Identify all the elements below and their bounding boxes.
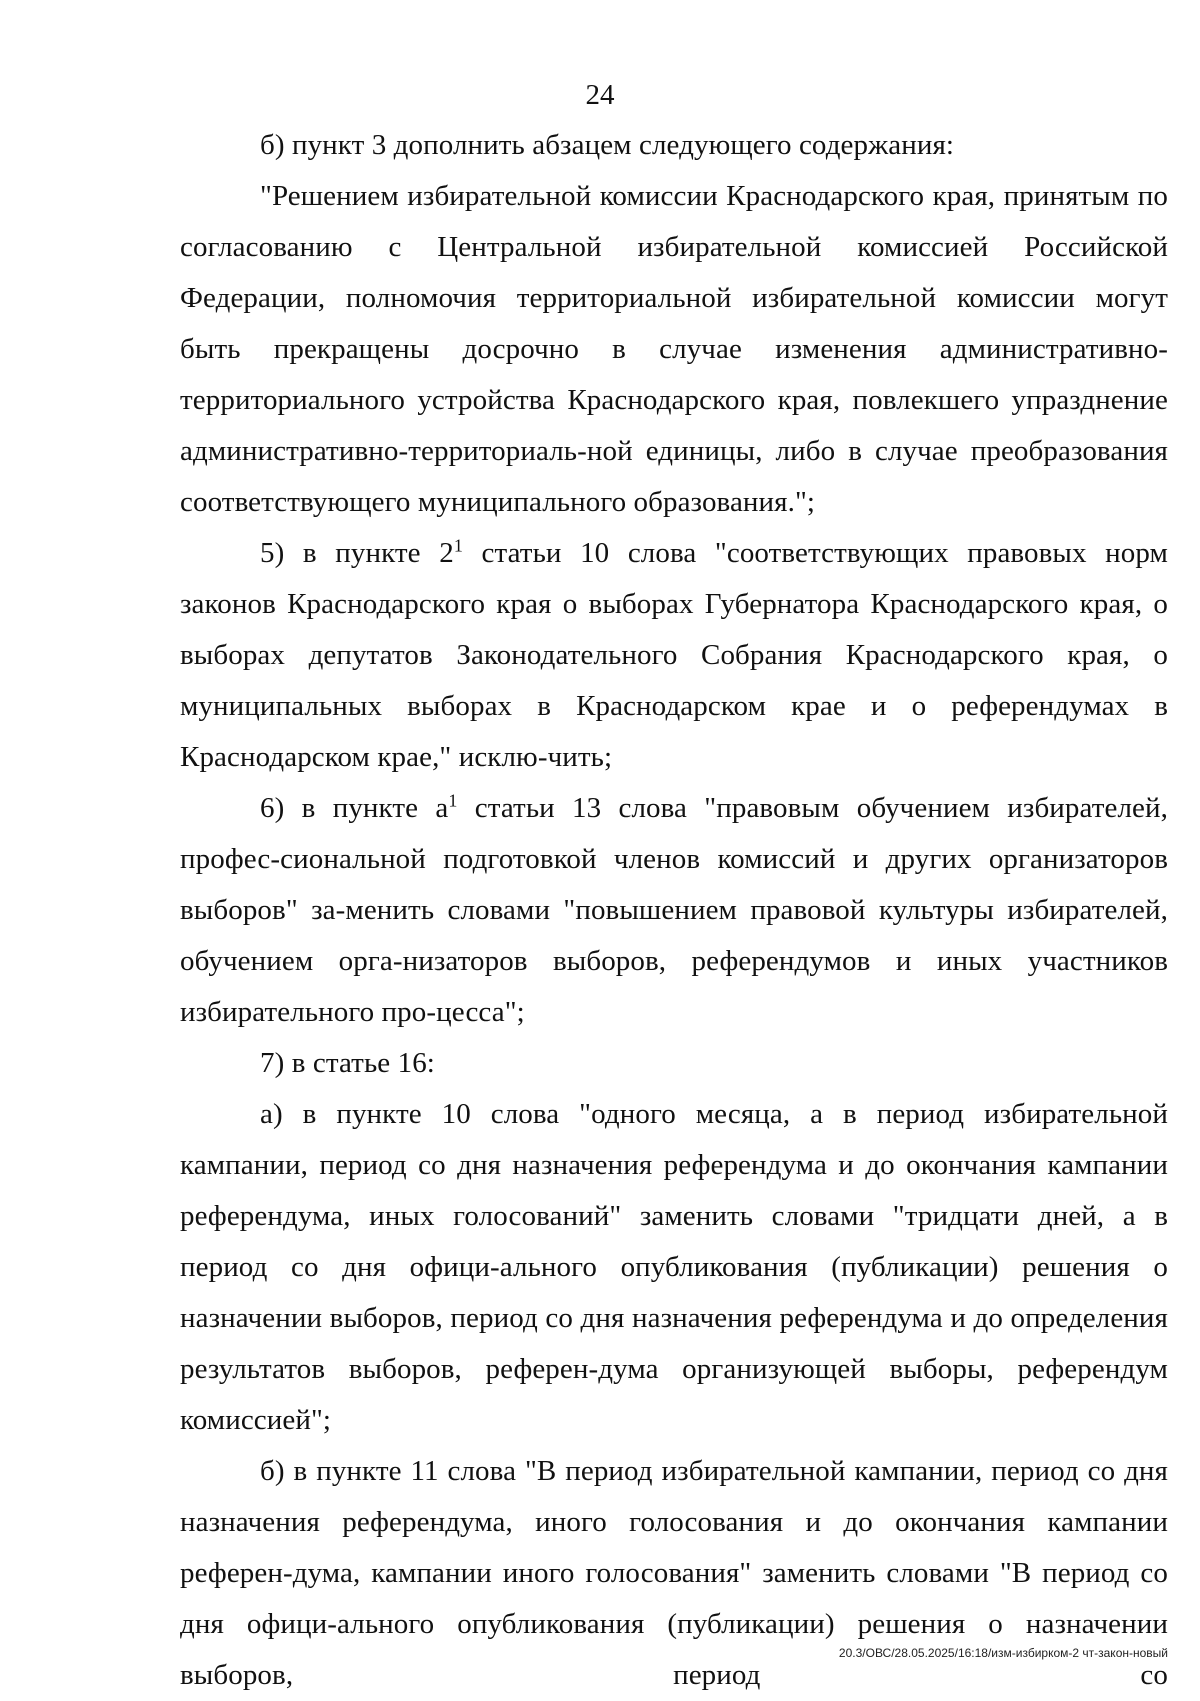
item-6-text: статьи 13 слова "правовым обучением избирателей, профес-сиональной подготовкой членов комиссий и других организаторов выборов" за-менить словами "повышением правовой культуры избирателей, обучением орга-низаторов выборов, референдумов и иных участников избирательного про-цесса"; <box>180 792 1168 1028</box>
item-6-prefix: 6) в пункте а <box>260 792 449 824</box>
item-5-text: статьи 10 слова "соответствующих правовых норм законов Краснодарского края о выборах Губернатора Краснодарского края, о выборах депутатов Законодательного Собрания Краснодарского края, о муниципальных выборах в Краснодарском крае и о референдумах в Краснодарском крае," исклю-чить; <box>180 537 1168 773</box>
paragraph-item-6 <box>180 783 1168 1038</box>
paragraph-item-7-intro: 7) в статье 16: <box>260 1047 435 1079</box>
main-text <box>180 120 1168 1701</box>
paragraph-item-b-intro: б) пункт 3 дополнить абзацем следующего содержания: <box>260 129 955 161</box>
paragraph-item-7-b: б) в пункте 11 слова "В период избирательной кампании, период со дня назначения референдума, иного голосования и до окончания кампании референ-дума, кампании иного голосования" заменить словами "В период со дня офици-ального опубликования (публикации) решения о назначении выборов, период со <box>180 1455 1168 1691</box>
item-5-superscript: 1 <box>453 535 463 556</box>
paragraph-item-7-a: а) в пункте 10 слова "одного месяца, а в период избирательной кампании, период со дня назначения референдума и до окончания кампании референдума, иных голосований" заменить словами "тридцати дней, а в период со дня офици-ального опубликования (публикации) решения о назначении выборов, период со дня назначения референдума и до определения результатов выборов, референ-дума организующей выборы, референдум комиссией"; <box>180 1098 1168 1436</box>
paragraph-item-5 <box>180 528 1168 783</box>
page-number: 24 <box>585 79 615 111</box>
paragraph-item-b-quote: "Решением избирательной комиссии Краснодарского края, принятым по согласованию с Центральной избирательной комиссией Российской Федерации, полномочия территориальной избирательной комиссии могут быть прекращены досрочно в случае изменения административно-территориального устройства Краснодарского края, повлекшего упразднение административно-территориаль-ной единицы, либо в случае преобразования соответствующего муниципального образования."; <box>180 180 1168 518</box>
item-6-superscript: 1 <box>448 790 458 811</box>
document-footer-stamp: 20.3/ОВС/28.05.2025/16:18/изм-избирком-2 чт-закон-новый <box>838 1646 1168 1660</box>
item-5-prefix: 5) в пункте 2 <box>260 537 454 569</box>
